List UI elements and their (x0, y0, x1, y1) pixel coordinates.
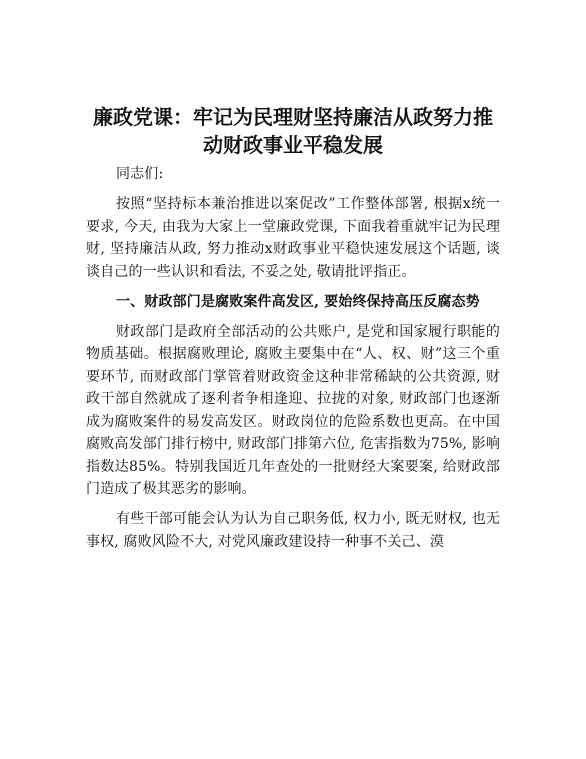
body-paragraph: 有些干部可能会认为认为自己职务低, 权力小, 既无财权, 也无事权, 腐败风险不大, 对党风廉政建设持一种事不关己、漠 (86, 511, 500, 550)
document-body (86, 163, 500, 561)
section-heading-1: 一、财政部门是腐败案件高发区, 要始终保持高压反腐态势 (116, 293, 480, 310)
body-paragraph: 财政部门是政府全部活动的公共账户, 是党和国家履行职能的物质基础。根据腐败理论, 腐败主要集中在“人、权、财”这三个重要环节, 而财政部门掌管着财政资金这种非常稀缺的公共资源, 财政干部自然就成了逐利者争相逢迎、拉拢的对象, 财政部门也逐渐成为腐败案件的易发高发区。财政岗位的危险系数也更高。在中国腐败高发部门排行榜中, 财政部门排第六位, 危害指数为75%, 影响指数达85%。特别我国近几年查处的一批财经大案要案, 给财政部门造成了极其恶劣的影响。 (86, 323, 500, 497)
salutation: 同志们: (116, 166, 164, 182)
intro-paragraph: 按照“坚持标本兼治推进以案促改”工作整体部署, 根据x统一要求, 今天, 由我为大家上一堂廉政党课, 下面我着重就牢记为民理财, 坚持廉洁从政, 努力推动x财政事业平稳快速发展这个话题, 谈谈自己的一些认识和看法, 不妥之处, 敬请批评指正。 (86, 196, 500, 280)
document-title: 廉政党课：牢记为民理财坚持廉洁从政努力推动财政事业平稳发展 (93, 105, 493, 157)
